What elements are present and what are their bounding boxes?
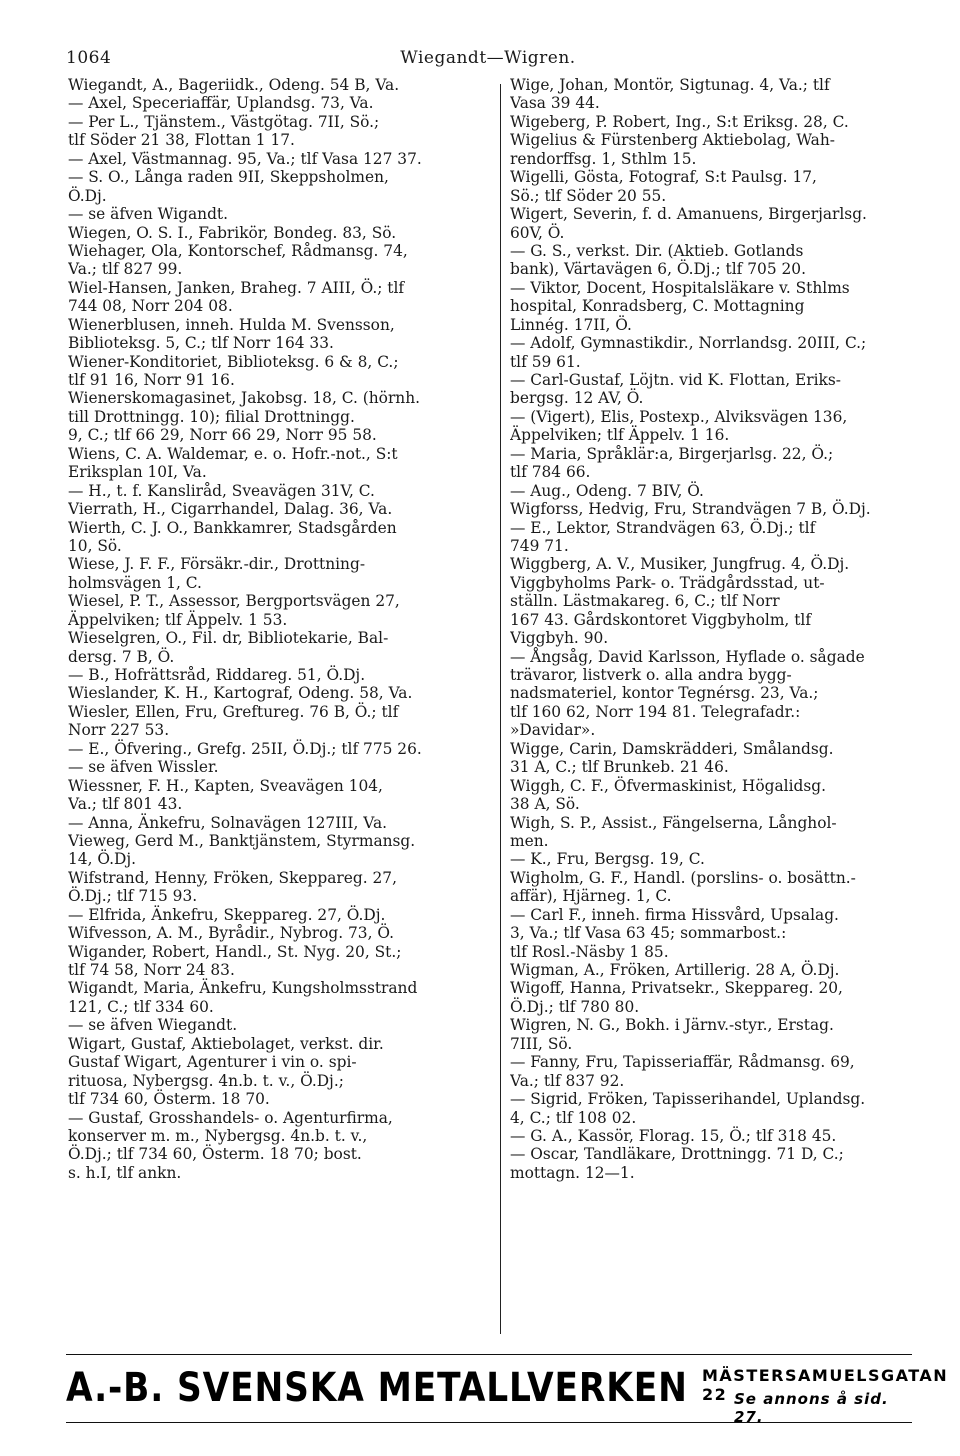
directory-entry-line: — E., Lektor, Strandvägen 63, Ö.Dj.; tlf [510,518,816,537]
directory-entry-line: Wige, Johan, Montör, Sigtunag. 4, Va.; tlf [510,76,830,94]
directory-entry-line: tlf 160 62, Norr 194 81. Telegrafadr.: [510,702,801,721]
directory-entry-line: Wigelius & Fürstenberg Aktiebolag, Wah- [510,131,835,150]
directory-entry-line: — Maria, Språklär:a, Birgerjarlsg. 22, Ö.; [510,444,834,463]
column-divider [500,84,501,1334]
advertisement-company: A.-B. SVENSKA METALLVERKEN [66,1365,688,1411]
directory-entry-line: Norr 227 53. [68,721,170,740]
directory-entry-line: tlf 74 58, Norr 24 83. [68,961,235,979]
directory-entry-line: 167 43. Gårdskontoret Viggbyholm, tlf [510,610,812,629]
directory-entry-line: Wigman, A., Fröken, Artillerig. 28 A, Ö.Dj. [510,961,840,979]
directory-entry-line: — Oscar, Tandläkare, Drottningg. 71 D, C.; [510,1145,844,1164]
directory-entry-line: — Viktor, Docent, Hospitalsläkare v. Sthlms [510,278,850,297]
directory-entry-line: mottagn. 12—1. [510,1163,635,1182]
directory-entry-line: 744 08, Norr 204 08. [68,297,233,316]
directory-entry-line: — (Vigert), Elis, Postexp., Alviksvägen 136, [510,407,848,426]
directory-entry-line: hospital, Konradsberg, C. Mottagning [510,297,805,316]
directory-entry-line: Gustaf Wigart, Agenturer i vin o. spi- [68,1053,357,1072]
directory-entry-line: — Elfrida, Änkefru, Skeppareg. 27, Ö.Dj. [68,905,386,924]
directory-entry-line: tlf 91 16, Norr 91 16. [68,371,235,389]
directory-entry-line: nadsmateriel, kontor Tegnérsg. 23, Va.; [510,684,819,703]
directory-entry-line: 9, C.; tlf 66 29, Norr 66 29, Norr 95 58. [68,426,377,445]
directory-entry-line: 4, C.; tlf 108 02. [510,1108,637,1127]
directory-entry-line: trävaror, listverk o. alla andra bygg- [510,666,792,684]
directory-entry-line: 60V, Ö. [510,223,565,242]
directory-entry-line: ställn. Lästmakareg. 6, C.; tlf Norr [510,592,780,611]
directory-entry-line: 10, Sö. [68,536,122,555]
directory-entry-line: Wiggberg, A. V., Musiker, Jungfrug. 4, Ö.Dj. [510,555,850,574]
directory-entry-line: — E., Öfvering., Grefg. 25II, Ö.Dj.; tlf 775 26. [68,739,422,758]
directory-entry-line: Va.; tlf 837 92. [510,1071,625,1090]
advertisement-top-rule [66,1354,912,1355]
directory-entry-line: — Sigrid, Fröken, Tapisserihandel, Uplandsg. [510,1090,866,1109]
directory-entry-line: Linnég. 17II, Ö. [510,315,632,334]
directory-entry-line: 7III, Sö. [510,1034,573,1053]
advertisement-address: MÄSTERSAMUELSGATAN 22 [702,1366,949,1404]
directory-entry-line: Wigert, Severin, f. d. Amanuens, Birgerjarlsg. [510,205,867,224]
directory-entry-line: Wigart, Gustaf, Aktiebolaget, verkst. dir. [68,1034,384,1053]
directory-entry-line: — Carl F., inneh. firma Hissvård, Upsalag. [510,905,839,924]
directory-entry-line: Wiener-Konditoriet, Biblioteksg. 6 & 8, C.; [68,352,399,371]
directory-entry-line: Wiel-Hansen, Janken, Braheg. 7 AIII, Ö.; tlf [68,278,405,297]
directory-entry-line: »Davidar». [510,721,596,740]
directory-entry-line: tlf 784 66. [510,463,591,482]
directory-entry-line: — se äfven Wissler. [68,758,219,777]
directory-entry-line: Wiese, J. F. F., Försäkr.-dir., Drottning- [68,555,366,574]
directory-entry-line: Wiggh, C. F., Öfvermaskinist, Högalidsg. [510,776,826,795]
directory-entry-line: rituosa, Nybergsg. 4n.b. t. v., Ö.Dj.; [68,1071,344,1090]
directory-entry-line: Va.; tlf 827 99. [68,260,183,279]
advertisement-banner [66,1358,949,1426]
directory-entry-line: bank), Värtavägen 6, Ö.Dj.; tlf 705 20. [510,260,806,279]
directory-entry-line: Vieweg, Gerd M., Banktjänstem, Styrmansg. [68,831,416,850]
right-column [510,76,920,1182]
directory-entry-line: till Drottningg. 10); filial Drottningg. [68,407,355,426]
directory-entry-line: — se äfven Wigandt. [68,205,229,224]
directory-entry-line: Wiegandt, A., Bageriidk., Odeng. 54 B, Va. [68,76,400,94]
running-head: Wiegandt—Wigren. [400,48,576,68]
directory-entry-line: tlf 734 60, Österm. 18 70. [68,1090,270,1109]
page-header [66,48,910,74]
directory-entry-line: — Anna, Änkefru, Solnavägen 127III, Va. [68,813,388,832]
directory-entry-line: — Axel, Västmannag. 95, Va.; tlf Vasa 127 37. [68,149,422,168]
directory-entry-line: Wiehager, Ola, Kontorschef, Rådmansg. 74, [68,241,408,260]
directory-entry-line: Wiessner, F. H., Kapten, Sveavägen 104, [68,776,383,795]
directory-entry-line: Wifstrand, Henny, Fröken, Skeppareg. 27, [68,868,397,887]
directory-entry-line: konserver m. m., Nybergsg. 4n.b. t. v., [68,1126,368,1145]
directory-entry-line: — G. S., verkst. Dir. (Aktieb. Gotlands [510,241,804,260]
directory-entry-line: Ö.Dj.; tlf 734 60, Österm. 18 70; bost. [68,1145,362,1164]
directory-entry-line: Ö.Dj.; tlf 715 93. [68,887,198,906]
directory-entry-line: men. [510,831,549,850]
directory-entry-line: 14, Ö.Dj. [68,850,136,869]
directory-entry-line: Wifvesson, A. M., Byrådir., Nybrog. 73, Ö. [68,924,394,943]
directory-entry-line: dersg. 7 B, Ö. [68,647,175,666]
directory-entry-line: Wigander, Robert, Handl., St. Nyg. 20, St.; [68,942,402,961]
directory-entry-line: — Fanny, Fru, Tapisseriaffär, Rådmansg. 69, [510,1053,855,1072]
directory-entry-line: s. h.I, tlf ankn. [68,1163,182,1182]
directory-entry-line: 749 71. [510,536,569,555]
directory-entry-line: tlf 59 61. [510,352,581,371]
directory-entry-line: — Axel, Speceriaffär, Uplandsg. 73, Va. [68,94,374,113]
directory-entry-line: 31 A, C.; tlf Brunkeb. 21 46. [510,758,729,777]
directory-entry-line: Sö.; tlf Söder 20 55. [510,186,667,205]
directory-entry-line: Äppelviken; tlf Äppelv. 1 16. [510,426,730,445]
directory-entry-line: — K., Fru, Bergsg. 19, C. [510,850,705,869]
directory-entry-line: Biblioteksg. 5, C.; tlf Norr 164 33. [68,334,334,353]
directory-entry-line: — S. O., Långa raden 9II, Skeppsholmen, [68,168,389,187]
directory-entry-line: — H., t. f. Kansliråd, Sveavägen 31V, C. [68,481,375,500]
directory-entry-line: — Aug., Odeng. 7 BIV, Ö. [510,481,704,500]
directory-entry-line: Wiens, C. A. Waldemar, e. o. Hofr.-not., S:t [68,444,398,463]
directory-entry-line: Wigforss, Hedvig, Fru, Strandvägen 7 B, Ö.Dj. [510,500,871,519]
directory-entry-line: tlf Söder 21 38, Flottan 1 17. [68,131,295,150]
directory-entry-line: holmsvägen 1, C. [68,573,202,592]
directory-entry-line: Viggbyholms Park- o. Trädgårdsstad, ut- [510,573,825,592]
directory-entry-line: Va.; tlf 801 43. [68,795,183,814]
directory-entry-line: — Carl-Gustaf, Löjtn. vid K. Flottan, Eriks- [510,371,841,389]
directory-entry-line: — Per L., Tjänstem., Västgötag. 7II, Sö.; [68,112,380,131]
directory-entry-line: — se äfven Wiegandt. [68,1016,238,1035]
directory-entry-line: 121, C.; tlf 334 60. [68,997,214,1016]
advertisement-reference: Se annons å sid. 27. [734,1390,889,1426]
directory-entry-line: rendorffsg. 1, Sthlm 15. [510,149,697,168]
directory-entry-line: Eriksplan 10I, Va. [68,463,207,482]
directory-entry-line: Wigh, S. P., Assist., Fängelserna, Långhol- [510,813,837,832]
directory-entry-line: Wiegen, O. S. I., Fabrikör, Bondeg. 83, Sö. [68,223,397,242]
directory-entry-line: Wigholm, G. F., Handl. (porslins- o. bosättn.- [510,868,856,887]
directory-entry-line: — Gustaf, Grosshandels- o. Agenturfirma, [68,1108,393,1127]
directory-entry-line: Wierth, C. J. O., Bankkamrer, Stadsgården [68,518,397,537]
directory-entry-line: Wieslander, K. H., Kartograf, Odeng. 58, Va. [68,684,413,703]
directory-entry-line: Viggbyh. 90. [510,629,609,648]
directory-entry-line: Wigge, Carin, Damskrädderi, Smålandsg. [510,739,834,758]
directory-entry-line: — Adolf, Gymnastikdir., Norrlandsg. 20III, C.; [510,334,867,353]
directory-entry-line: Wigoff, Hanna, Privatsekr., Skeppareg. 20, [510,979,843,998]
directory-entry-line: Wienerskomagasinet, Jakobsg. 18, C. (hörnh. [68,389,421,408]
directory-entry-line: Wienerblusen, inneh. Hulda M. Svensson, [68,315,395,334]
directory-entry-line: Wiesler, Ellen, Fru, Greftureg. 76 B, Ö.; tlf [68,702,399,721]
directory-entry-line: bergsg. 12 AV, Ö. [510,389,644,408]
page-number: 1064 [66,48,112,68]
directory-entry-line: Äppelviken; tlf Äppelv. 1 53. [68,610,288,629]
directory-entry-line: Wigelli, Gösta, Fotograf, S:t Paulsg. 17, [510,168,817,187]
directory-entry-line: Wiesel, P. T., Assessor, Bergportsvägen 27, [68,592,400,611]
directory-entry-line: Ö.Dj.; tlf 780 80. [510,997,640,1016]
directory-entry-line: 38 A, Sö. [510,795,580,814]
directory-entry-line: Wigeberg, P. Robert, Ing., S:t Eriksg. 28, C. [510,112,849,131]
directory-entry-line: tlf Rosl.-Näsby 1 85. [510,942,669,961]
directory-entry-line: Wieselgren, O., Fil. dr, Bibliotekarie, Bal- [68,629,389,648]
directory-entry-line: — Ångsåg, David Karlsson, Hyflade o. sågade [510,647,865,666]
directory-entry-line: 3, Va.; tlf Vasa 63 45; sommarbost.: [510,924,787,943]
directory-entry-line: Vierrath, H., Cigarrhandel, Dalag. 36, Va. [68,500,393,519]
left-column [68,76,500,1182]
directory-entry-line: Wigandt, Maria, Änkefru, Kungsholmsstrand [68,979,418,998]
directory-entry-line: Ö.Dj. [68,186,107,205]
directory-entry-line: — B., Hofrättsråd, Riddareg. 51, Ö.Dj. [68,666,366,684]
directory-entry-line: Wigren, N. G., Bokh. i Järnv.-styr., Erstag. [510,1016,834,1035]
directory-entry-line: Vasa 39 44. [510,94,600,113]
directory-entry-line: affär), Hjärneg. 1, C. [510,887,672,906]
advertisement-bottom-rule [66,1422,912,1423]
directory-entry-line: — G. A., Kassör, Florag. 15, Ö.; tlf 318 45. [510,1126,837,1145]
